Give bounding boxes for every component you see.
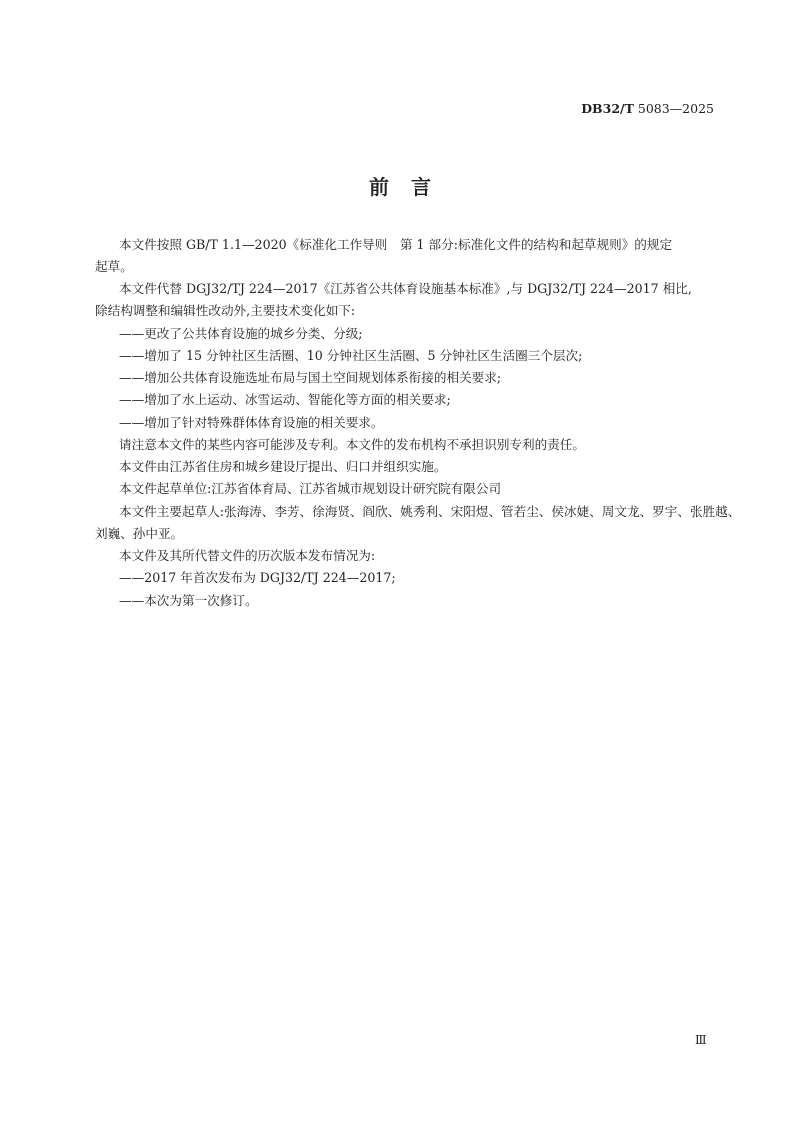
list-item: ——增加了针对特殊群体体育设施的相关要求。 (119, 415, 384, 430)
paragraph-line: 起草。 (95, 259, 133, 274)
paragraph-line: 除结构调整和编辑性改动外,主要技术变化如下: (95, 303, 356, 318)
list-item: ——2017 年首次发布为 DGJ32/TJ 224—2017; (119, 570, 396, 585)
paragraph-line: 本文件主要起草人:张海涛、李芳、徐海贤、阎欣、姚秀利、宋阳煜、管若尘、侯冰婕、周文龙、罗宇、张胜越、 (119, 504, 741, 519)
paragraph-line: 本文件及其所代替文件的历次版本发布情况为: (119, 548, 376, 563)
paragraph-line: 本文件起草单位:江苏省体育局、江苏省城市规划设计研究院有限公司 (119, 481, 502, 496)
list-item: ——增加公共体育设施选址布局与国土空间规划体系衔接的相关要求; (119, 370, 502, 385)
document-code-number: 5083—2025 (633, 101, 714, 116)
paragraph-line: 请注意本文件的某些内容可能涉及专利。本文件的发布机构不承担识别专利的责任。 (119, 437, 585, 452)
document-code (581, 101, 714, 116)
page-number: Ⅲ (695, 1033, 707, 1047)
page-title: 前言 (369, 175, 453, 199)
list-item: ——更改了公共体育设施的城乡分类、分级; (119, 326, 363, 341)
document-code-prefix: DB32/T (581, 101, 634, 116)
paragraph-line: 本文件由江苏省住房和城乡建设厅提出、归口并组织实施。 (119, 459, 447, 474)
list-item: ——增加了 15 分钟社区生活圈、10 分钟社区生活圈、5 分钟社区生活圈三个层次; (119, 348, 583, 363)
paragraph-line: 本文件代替 DGJ32/TJ 224—2017《江苏省公共体育设施基本标准》,与 DGJ32/TJ 224—2017 相比, (119, 281, 692, 296)
paragraph-line: 刘巍、孙中亚。 (95, 526, 184, 541)
list-item: ——本次为第一次修订。 (119, 593, 258, 608)
list-item: ——增加了水上运动、冰雪运动、智能化等方面的相关要求; (119, 392, 451, 407)
paragraph-line: 本文件按照 GB/T 1.1—2020《标准化工作导则 第 1 部分:标准化文件的结构和起草规则》的规定 (119, 237, 673, 252)
